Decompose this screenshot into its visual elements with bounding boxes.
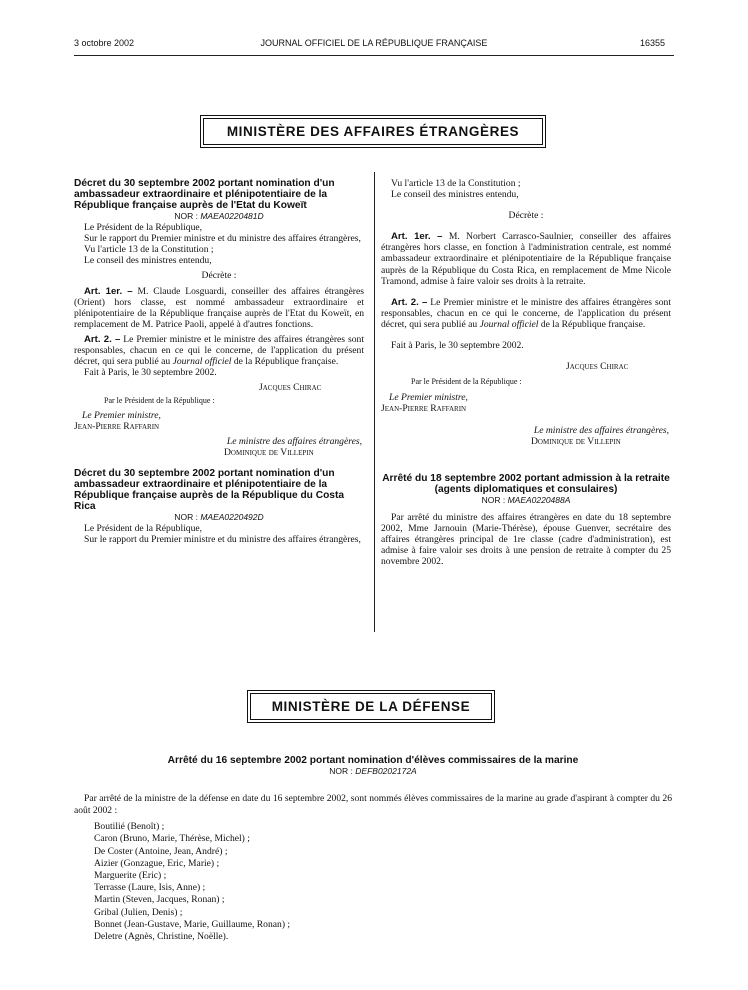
nor-code: MAEA0220492D — [200, 511, 264, 522]
article-text: de la République française. — [231, 356, 339, 368]
fait-line: Fait à Paris, le 30 septembre 2002. — [84, 367, 217, 379]
nor-label: NOR : — [174, 511, 198, 522]
preamble-line: Le conseil des ministres entendu, — [391, 189, 519, 201]
running-header — [0, 38, 748, 52]
article-label: Art. 1er. – — [391, 231, 443, 243]
journal-title: JOURNAL OFFICIEL DE LA RÉPUBLIQUE FRANÇAISE — [260, 38, 488, 48]
named-person: Boutilié (Benoît) ; — [94, 821, 165, 833]
preamble-line: Vu l'article 13 de la Constitution ; — [84, 244, 214, 256]
decrete-heading: Décrète : — [201, 270, 237, 282]
ministry-heading-foreign-affairs: MINISTÈRE DES AFFAIRES ÉTRANGÈRES — [203, 118, 543, 145]
article-text: de la République française. — [538, 318, 646, 330]
preamble-line: Vu l'article 13 de la Constitution ; — [391, 178, 521, 189]
preamble-line: Le Président de la République, — [84, 222, 203, 234]
arrete-title: Arrêté du 16 septembre 2002 portant nomination d'élèves commissaires de la marine — [167, 755, 579, 766]
pm-title: Le Premier ministre, — [82, 409, 161, 421]
decree-title: Décret du 30 septembre 2002 portant nomination d'un ambassadeur extraordinaire et plénipotentiaire de la République française auprès de la République du Costa Rica — [74, 467, 345, 512]
pm-title: Le Premier ministre, — [389, 392, 468, 404]
named-person: Deletre (Agnès, Christine, Noëlle). — [94, 930, 229, 942]
decree-title: Décret du 30 septembre 2002 portant nomination d'un ambassadeur extraordinaire et plénipotentiaire de la République française auprès de l'Etat du Koweït — [74, 178, 335, 211]
named-person: Martin (Steven, Jacques, Ronan) ; — [94, 894, 225, 906]
article-text: M. Claude Losguardi, conseiller des affaires étrangères (Orient) hors classe, est nommé ambassadeur extraordinaire et plénipotentiaire de la République française auprès de l'Etat du Koweït, en remplacement de M. Patrice Paoli, appelé à d'autres fonctions. — [74, 285, 364, 330]
article-text: M. Norbert Carrasco-Saulnier, conseiller des affaires étrangères hors classe, en fonction à l'administration centrale, est nommé ambassadeur extraordinaire et plénipotentiaire de la République française auprès de la République du Costa Rica, en remplacement de Mme Nicole Tramond, admise à faire valoir ses droits à la retraite. — [381, 231, 671, 287]
minister-name: Dominique de Villepin — [531, 435, 621, 447]
left-column — [74, 178, 364, 545]
article-text: Le Premier ministre et le ministre des affaires étrangères sont responsables, chacun en ce qui le concerne, de l'application du présent décret, qui sera publié au — [381, 296, 671, 330]
preamble-line: Le Président de la République, — [84, 522, 203, 534]
header-rule — [74, 55, 674, 56]
nor-label: NOR : — [174, 211, 198, 221]
page-number: 16355 — [640, 38, 666, 48]
article-label: Art. 2. – — [84, 333, 121, 345]
article-2 — [74, 334, 364, 367]
fait-line: Fait à Paris, le 30 septembre 2002. — [391, 340, 524, 352]
par-le-president: Par le Président de la République : — [104, 396, 215, 406]
nor-code: DEFB0202172A — [355, 766, 417, 776]
preamble-line: Le conseil des ministres entendu, — [84, 255, 212, 267]
named-person: Marguerite (Eric) ; — [94, 869, 167, 881]
article-label: Art. 1er. – — [84, 285, 133, 297]
column-divider — [374, 172, 375, 632]
minister-title: Le ministre des affaires étrangères, — [533, 424, 669, 436]
pm-name: Jean-Pierre Raffarin — [381, 403, 467, 415]
nor-line — [74, 766, 672, 777]
minister-name: Dominique de Villepin — [224, 446, 314, 458]
right-column — [381, 178, 671, 567]
issue-date: 3 octobre 2002 — [74, 38, 135, 48]
nor-label: NOR : — [481, 494, 506, 505]
article-1 — [381, 231, 671, 286]
article-1 — [74, 286, 364, 330]
nor-line — [381, 495, 671, 506]
journal-officiel-ref: Journal officiel — [172, 356, 232, 368]
signature-president: Jacques Chirac — [566, 361, 629, 373]
named-person: Terrasse (Laure, Isis, Anne) ; — [94, 882, 206, 894]
nor-line — [74, 512, 364, 523]
article-2 — [381, 297, 671, 330]
decrete-heading: Décrète : — [508, 210, 544, 222]
nor-label: NOR : — [329, 766, 353, 776]
nor-line — [74, 211, 364, 222]
named-person: De Coster (Antoine, Jean, André) ; — [94, 845, 228, 857]
arrete-title: Arrêté du 18 septembre 2002 portant admission à la retraite (agents diplomatiques et consulaires) — [382, 472, 670, 495]
par-le-president: Par le Président de la République : — [411, 377, 522, 387]
nor-code: MAEA0220481D — [200, 211, 264, 221]
ministry-heading-defense: MINISTÈRE DE LA DÉFENSE — [250, 693, 492, 720]
preamble-line: Sur le rapport du Premier ministre et du ministre des affaires étrangères, — [84, 534, 361, 546]
journal-officiel-ref: Journal officiel — [479, 318, 539, 330]
preamble-line: Sur le rapport du Premier ministre et du ministre des affaires étrangères, — [84, 233, 361, 245]
signature-president: Jacques Chirac — [259, 382, 322, 394]
named-person: Aizier (Gonzague, Eric, Marie) ; — [94, 857, 220, 869]
article-label: Art. 2. – — [391, 296, 428, 308]
named-person: Bonnet (Jean-Gustave, Marie, Guillaume, Ronan) ; — [94, 918, 291, 930]
named-person: Caron (Bruno, Marie, Thérèse, Michel) ; — [94, 833, 250, 845]
minister-title: Le ministre des affaires étrangères, — [226, 435, 362, 447]
article-text: Le Premier ministre et le ministre des affaires étrangères sont responsables, chacun en ce qui le concerne, de l'application du présent décret, qui sera publié au — [74, 333, 364, 368]
names-list — [74, 821, 672, 943]
arrete-body: Par arrêté du ministre des affaires étrangères en date du 18 septembre 2002, Mme Jarnouin (Marie-Thérèse), épouse Guenver, secrétaire des affaires étrangères principal de 1re classe (cadre d'administration), est admise à faire valoir ses droits à une pension de retraite à compter du 25 novembre 2002. — [381, 511, 671, 568]
arrete-body: Par arrêté de la ministre de la défense en date du 16 septembre 2002, sont nommés élèves commissaires de la marine au grade d'aspirant à compter du 26 août 2002 : — [74, 793, 672, 817]
nor-code: MAEA0220488A — [507, 494, 571, 505]
pm-name: Jean-Pierre Raffarin — [74, 420, 160, 432]
named-person: Gribal (Julien, Denis) ; — [94, 906, 183, 918]
defense-arrete — [74, 755, 672, 943]
